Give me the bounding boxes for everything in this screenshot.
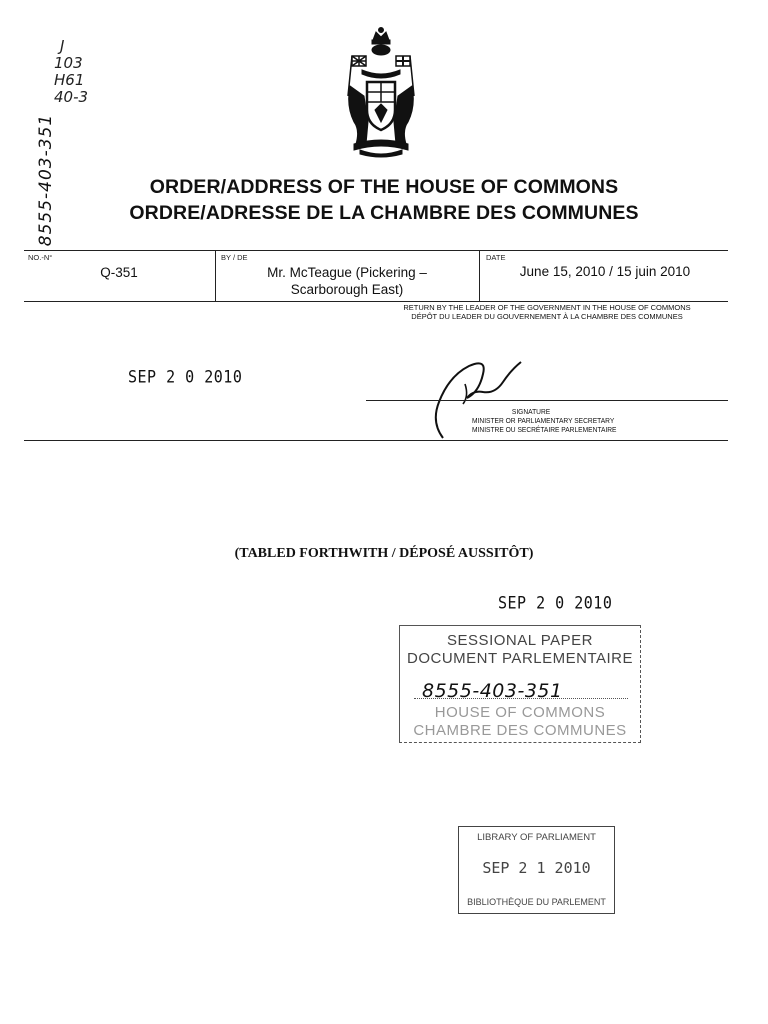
signature-caption [472, 408, 719, 435]
library-stamp-line: LIBRARY OF PARLIAMENT [477, 832, 596, 843]
return-caption-en: RETURN BY THE LEADER OF THE GOVERNMENT IN THE HOUSE OF COMMONS [403, 303, 691, 312]
question-number: Q-351 [100, 265, 138, 280]
member-name-line: Mr. McTeague (Pickering – [267, 265, 427, 280]
signature-label: SIGNATURE [511, 409, 551, 416]
member-name-line: Scarborough East) [290, 282, 404, 297]
return-caption-fr: DÉPÔT DU LEADER DU GOUVERNEMENT À LA CHAMBRE DES COMMUNES [411, 312, 683, 321]
form-bottom-rule [24, 301, 728, 302]
sessional-stamp-line: CHAMBRE DES COMMUNES [413, 722, 627, 739]
handwritten-line: H61 [54, 71, 85, 89]
date-label: DATE [486, 253, 506, 262]
coat-of-arms-icon [340, 26, 422, 158]
library-stamp-line: BIBLIOTHÈQUE DU PARLEMENT [467, 897, 606, 907]
sessional-paper-stamp [399, 625, 641, 743]
handwritten-notes [54, 38, 114, 106]
handwritten-line: J [60, 37, 65, 55]
library-stamp-date: SEP 2 1 2010 [482, 859, 591, 877]
sessional-stamp-line: SESSIONAL PAPER [447, 632, 593, 649]
sessional-stamp-line: HOUSE OF COMMONS [434, 704, 606, 721]
by-label: BY / DE [221, 253, 248, 262]
question-date: June 15, 2010 / 15 juin 2010 [519, 264, 691, 279]
tabled-notice: (TABLED FORTHWITH / DÉPOSÉ AUSSITÔT) [234, 546, 534, 561]
signature-role-fr: MINISTRE OU SECRÉTAIRE PARLEMENTAIRE [472, 427, 617, 434]
handwritten-sessional-number: 8555-403-351 [36, 113, 56, 247]
member-name [216, 264, 478, 298]
sessional-stamp-dots [414, 698, 628, 699]
signature-line [366, 400, 728, 401]
handwritten-line: 103 [54, 54, 83, 72]
section-rule [24, 440, 728, 441]
sessional-stamp-number: 8555-403-351 [422, 680, 563, 702]
title-french: ORDRE/ADRESSE DE LA CHAMBRE DES COMMUNES [129, 202, 639, 224]
handwritten-line: 40-3 [54, 88, 89, 106]
title-english: ORDER/ADDRESS OF THE HOUSE OF COMMONS [149, 176, 619, 198]
return-date-stamp: SEP 2 0 2010 [128, 367, 243, 387]
library-stamp [458, 826, 615, 914]
tabled-date-stamp: SEP 2 0 2010 [498, 593, 613, 613]
number-label: NO.-N° [28, 253, 53, 262]
signature-role-en: MINISTER OR PARLIAMENTARY SECRETARY [472, 418, 615, 425]
return-caption [372, 303, 722, 321]
sessional-stamp-line: DOCUMENT PARLEMENTAIRE [406, 650, 634, 667]
form-top-rule [24, 250, 728, 251]
